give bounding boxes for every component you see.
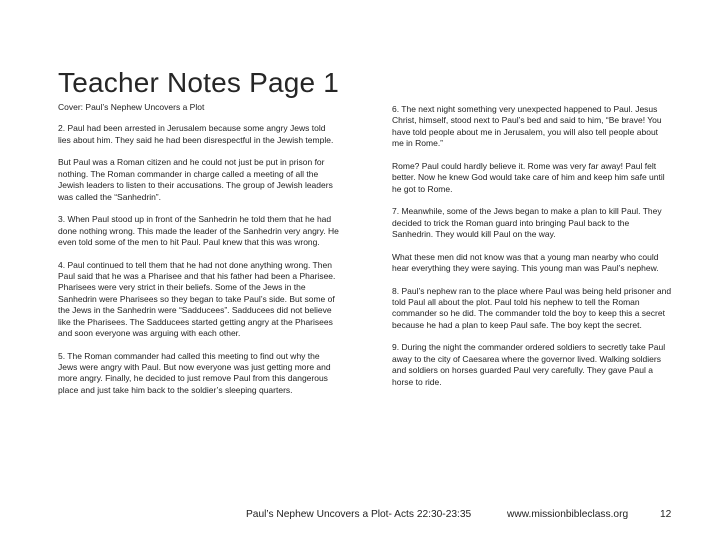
- note-7-continued: What these men did not know was that a young man nearby who could hear everything they were saying. This young man was Paul’s nephew.: [392, 251, 659, 274]
- right-column: [392, 104, 672, 399]
- note-cover: Cover: Paul’s Nephew Uncovers a Plot: [58, 102, 205, 112]
- note-2-continued: But Paul was a Roman citizen and he could not just be put in prison for nothing. The Roman commander in charge called a meeting of all the Jewish leaders to listen to their accusations. The group of Jewish leaders was called the “Sanhedrin”.: [58, 157, 333, 202]
- page-number: 12: [660, 509, 672, 520]
- note-2: 2. Paul had been arrested in Jerusalem because some angry Jews told lies about him. They said he had been disrespectful in the Jewish temple.: [58, 123, 334, 145]
- note-6: 6. The next night something very unexpected happened to Paul. Jesus Christ, himself, stood next to Paul’s bed and said to him, “Be brave! You have told people about me in Jerusalem, you will also tell people about me in Rome.”: [392, 104, 662, 149]
- page-title: Teacher Notes Page 1: [58, 66, 340, 98]
- left-column: [58, 102, 340, 407]
- note-7: 7. Meanwhile, some of the Jews began to make a plan to kill Paul. They decided to trick the Roman guard into bringing Paul back to the Sanhedrin. They would kill Paul on the way.: [392, 206, 662, 240]
- note-6-continued: Rome? Paul could hardly believe it. Rome was very far away! Paul felt better. Now he knew God would take care of him and keep him safe until he got to Rome.: [392, 160, 665, 194]
- footer-website: www.missionbibleclass.org: [507, 509, 629, 520]
- note-9: 9. During the night the commander ordered soldiers to secretly take Paul away to the city of Caesarea where the governor lived. Walking soldiers and soldiers on horses guarded Paul very carefully. They gave Paul a horse to ride.: [392, 342, 666, 387]
- note-4: 4. Paul continued to tell them that he had not done anything wrong. Then Paul said that he was a Pharisee and that his father had been a Pharisee. Pharisees were very strict in their beliefs. Some of the Jews in the Sanhedrin were Pharisees so they began to take Paul’s side. But some of the Jews in the Sanhedrin were “Sadducees”. Sadducees did not believe like the Pharisees. The Sadducees started getting angry at the Pharisees and soon everyone was arguing with each other.: [58, 259, 336, 339]
- note-8: 8. Paul’s nephew ran to the place where Paul was being held prisoner and told Paul all about the plot. Paul told his nephew to tell the Roman commander so he did. The commander told the boy to keep this a secret because he had a plan to keep Paul safe. The boy kept the secret.: [392, 285, 672, 330]
- footer-lesson-title: Paul’s Nephew Uncovers a Plot- Acts 22:30-23:35: [246, 509, 472, 520]
- note-5: 5. The Roman commander had called this meeting to find out why the Jews were angry with Paul. But now everyone was just getting more and more angry. Finally, he decided to just remove Paul from this dangerous place and just take him back to the soldier’s sleeping quarters.: [58, 350, 331, 395]
- note-3: 3. When Paul stood up in front of the Sanhedrin he told them that he had done nothing wrong. This made the leader of the Sanhedrin very angry. He even told some of the men to hit Paul. Paul knew that this was wrong.: [58, 214, 339, 248]
